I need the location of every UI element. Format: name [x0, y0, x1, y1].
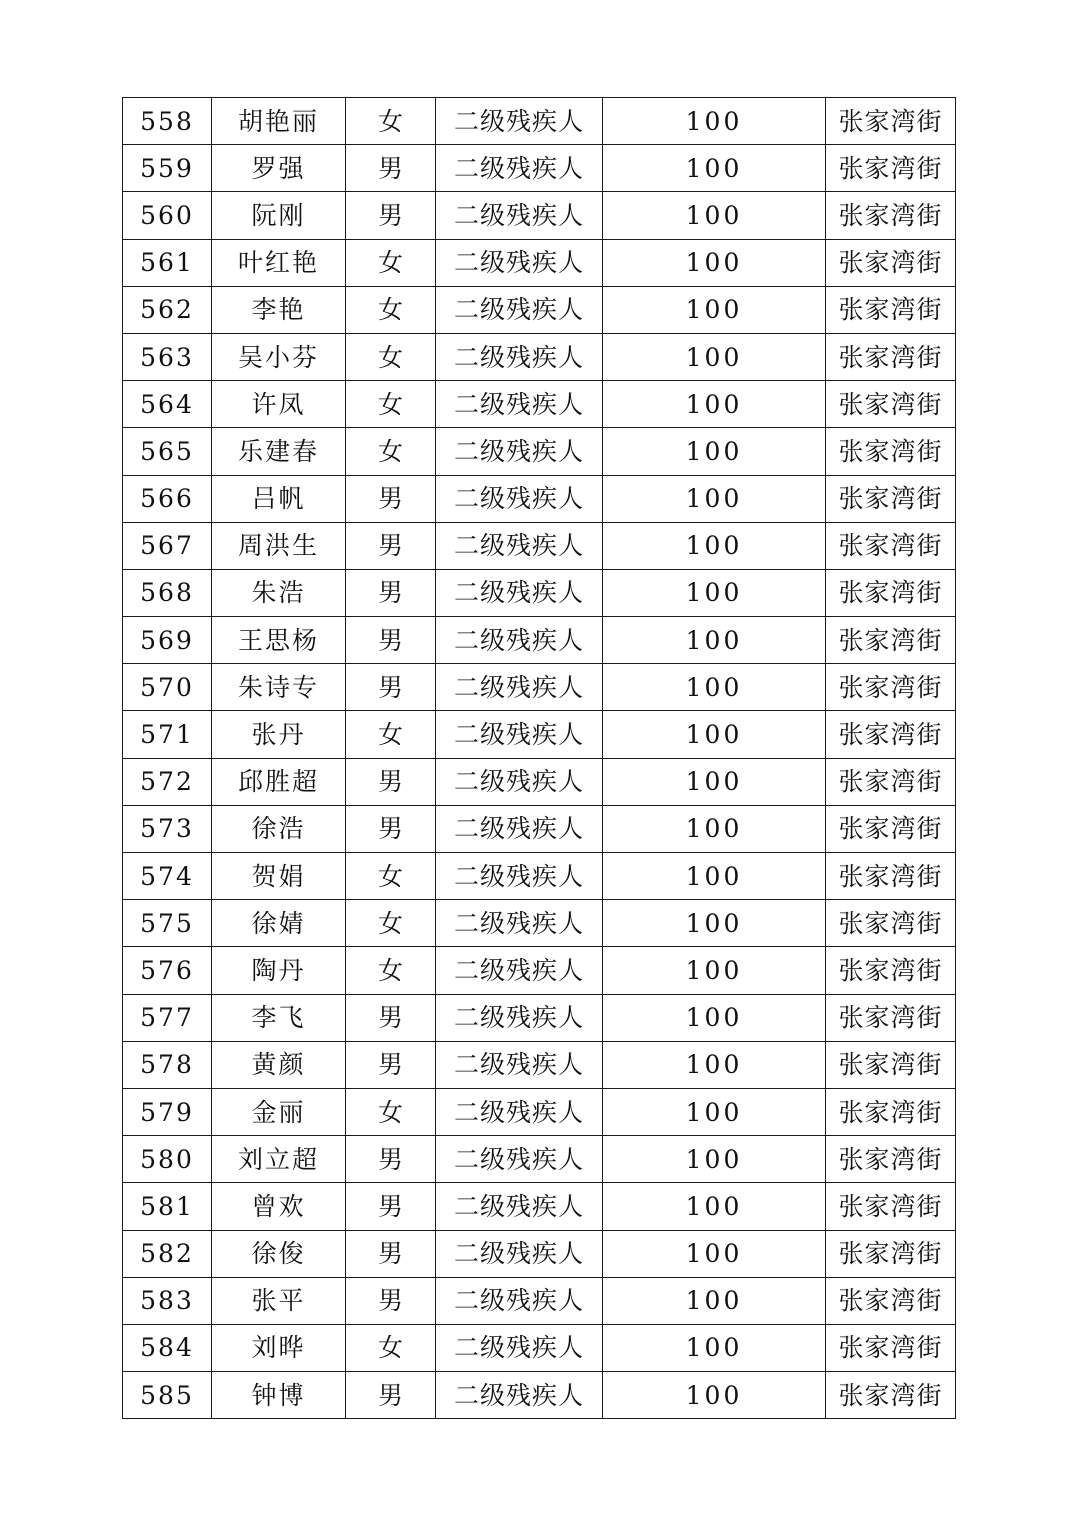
cell-amount: 100 — [603, 1088, 826, 1135]
cell-gender: 男 — [346, 475, 436, 522]
cell-amount: 100 — [603, 617, 826, 664]
cell-disability-level: 二级残疾人 — [436, 853, 603, 900]
cell-gender: 女 — [346, 947, 436, 994]
cell-gender: 男 — [346, 192, 436, 239]
table-row — [123, 286, 956, 333]
cell-gender: 男 — [346, 758, 436, 805]
cell-amount: 100 — [603, 98, 826, 145]
cell-number: 562 — [123, 286, 212, 333]
cell-number: 576 — [123, 947, 212, 994]
cell-amount: 100 — [603, 192, 826, 239]
cell-amount: 100 — [603, 522, 826, 569]
cell-number: 559 — [123, 145, 212, 192]
cell-gender: 男 — [346, 1230, 436, 1277]
cell-amount: 100 — [603, 994, 826, 1041]
cell-amount: 100 — [603, 1183, 826, 1230]
cell-street: 张家湾街 — [826, 1277, 956, 1324]
cell-disability-level: 二级残疾人 — [436, 900, 603, 947]
roster-table — [122, 97, 956, 1419]
table-row — [123, 1277, 956, 1324]
cell-name: 徐婧 — [212, 900, 346, 947]
cell-name: 刘立超 — [212, 1136, 346, 1183]
cell-amount: 100 — [603, 805, 826, 852]
cell-amount: 100 — [603, 1041, 826, 1088]
cell-amount: 100 — [603, 853, 826, 900]
table-row — [123, 333, 956, 380]
cell-street: 张家湾街 — [826, 1136, 956, 1183]
cell-disability-level: 二级残疾人 — [436, 1277, 603, 1324]
cell-name: 刘晔 — [212, 1324, 346, 1371]
cell-disability-level: 二级残疾人 — [436, 1136, 603, 1183]
cell-gender: 女 — [346, 98, 436, 145]
cell-amount: 100 — [603, 428, 826, 475]
cell-gender: 女 — [346, 381, 436, 428]
cell-amount: 100 — [603, 711, 826, 758]
cell-amount: 100 — [603, 1230, 826, 1277]
cell-amount: 100 — [603, 569, 826, 616]
table-row — [123, 1088, 956, 1135]
cell-street: 张家湾街 — [826, 428, 956, 475]
cell-gender: 女 — [346, 239, 436, 286]
cell-name: 许凤 — [212, 381, 346, 428]
table-row — [123, 239, 956, 286]
table-row — [123, 1372, 956, 1419]
cell-street: 张家湾街 — [826, 192, 956, 239]
cell-gender: 男 — [346, 664, 436, 711]
cell-disability-level: 二级残疾人 — [436, 333, 603, 380]
cell-number: 575 — [123, 900, 212, 947]
cell-name: 徐浩 — [212, 805, 346, 852]
cell-name: 吕帆 — [212, 475, 346, 522]
cell-disability-level: 二级残疾人 — [436, 381, 603, 428]
cell-gender: 男 — [346, 1183, 436, 1230]
cell-street: 张家湾街 — [826, 758, 956, 805]
table-row — [123, 1230, 956, 1277]
cell-disability-level: 二级残疾人 — [436, 286, 603, 333]
cell-gender: 女 — [346, 900, 436, 947]
cell-number: 569 — [123, 617, 212, 664]
cell-street: 张家湾街 — [826, 381, 956, 428]
cell-number: 579 — [123, 1088, 212, 1135]
cell-name: 李飞 — [212, 994, 346, 1041]
cell-number: 583 — [123, 1277, 212, 1324]
cell-amount: 100 — [603, 475, 826, 522]
cell-number: 572 — [123, 758, 212, 805]
cell-name: 叶红艳 — [212, 239, 346, 286]
cell-number: 567 — [123, 522, 212, 569]
cell-gender: 男 — [346, 1136, 436, 1183]
cell-amount: 100 — [603, 145, 826, 192]
cell-number: 565 — [123, 428, 212, 475]
cell-name: 乐建春 — [212, 428, 346, 475]
cell-name: 金丽 — [212, 1088, 346, 1135]
table-row — [123, 947, 956, 994]
cell-gender: 女 — [346, 853, 436, 900]
cell-disability-level: 二级残疾人 — [436, 711, 603, 758]
cell-street: 张家湾街 — [826, 569, 956, 616]
cell-disability-level: 二级残疾人 — [436, 1088, 603, 1135]
cell-disability-level: 二级残疾人 — [436, 1183, 603, 1230]
cell-disability-level: 二级残疾人 — [436, 1230, 603, 1277]
cell-disability-level: 二级残疾人 — [436, 1041, 603, 1088]
cell-name: 黄颜 — [212, 1041, 346, 1088]
cell-number: 571 — [123, 711, 212, 758]
cell-gender: 男 — [346, 569, 436, 616]
cell-amount: 100 — [603, 1277, 826, 1324]
cell-disability-level: 二级残疾人 — [436, 1324, 603, 1371]
table-row — [123, 711, 956, 758]
table-row — [123, 900, 956, 947]
cell-street: 张家湾街 — [826, 994, 956, 1041]
cell-gender: 男 — [346, 1372, 436, 1419]
cell-name: 吴小芬 — [212, 333, 346, 380]
cell-gender: 女 — [346, 428, 436, 475]
cell-amount: 100 — [603, 1324, 826, 1371]
cell-street: 张家湾街 — [826, 664, 956, 711]
cell-number: 581 — [123, 1183, 212, 1230]
cell-disability-level: 二级残疾人 — [436, 994, 603, 1041]
table-row — [123, 1041, 956, 1088]
cell-disability-level: 二级残疾人 — [436, 1372, 603, 1419]
cell-gender: 女 — [346, 1324, 436, 1371]
cell-street: 张家湾街 — [826, 333, 956, 380]
cell-disability-level: 二级残疾人 — [436, 947, 603, 994]
cell-name: 贺娟 — [212, 853, 346, 900]
cell-number: 564 — [123, 381, 212, 428]
cell-amount: 100 — [603, 333, 826, 380]
cell-number: 582 — [123, 1230, 212, 1277]
cell-street: 张家湾街 — [826, 475, 956, 522]
table-row — [123, 1183, 956, 1230]
table-row — [123, 758, 956, 805]
cell-street: 张家湾街 — [826, 286, 956, 333]
cell-street: 张家湾街 — [826, 1372, 956, 1419]
cell-number: 585 — [123, 1372, 212, 1419]
cell-gender: 男 — [346, 617, 436, 664]
cell-name: 张丹 — [212, 711, 346, 758]
cell-street: 张家湾街 — [826, 617, 956, 664]
cell-amount: 100 — [603, 664, 826, 711]
cell-number: 574 — [123, 853, 212, 900]
cell-amount: 100 — [603, 947, 826, 994]
cell-number: 568 — [123, 569, 212, 616]
cell-number: 563 — [123, 333, 212, 380]
cell-name: 徐俊 — [212, 1230, 346, 1277]
cell-disability-level: 二级残疾人 — [436, 805, 603, 852]
table-row — [123, 853, 956, 900]
cell-number: 566 — [123, 475, 212, 522]
cell-name: 阮刚 — [212, 192, 346, 239]
cell-disability-level: 二级残疾人 — [436, 617, 603, 664]
cell-disability-level: 二级残疾人 — [436, 145, 603, 192]
cell-disability-level: 二级残疾人 — [436, 192, 603, 239]
cell-number: 560 — [123, 192, 212, 239]
cell-gender: 男 — [346, 522, 436, 569]
cell-gender: 女 — [346, 286, 436, 333]
cell-amount: 100 — [603, 1136, 826, 1183]
cell-street: 张家湾街 — [826, 1230, 956, 1277]
table-row — [123, 522, 956, 569]
cell-amount: 100 — [603, 239, 826, 286]
table-row — [123, 994, 956, 1041]
cell-name: 陶丹 — [212, 947, 346, 994]
cell-number: 573 — [123, 805, 212, 852]
cell-name: 邱胜超 — [212, 758, 346, 805]
cell-gender: 女 — [346, 333, 436, 380]
cell-disability-level: 二级残疾人 — [436, 758, 603, 805]
cell-street: 张家湾街 — [826, 711, 956, 758]
cell-gender: 男 — [346, 805, 436, 852]
cell-street: 张家湾街 — [826, 145, 956, 192]
cell-street: 张家湾街 — [826, 900, 956, 947]
table-row — [123, 569, 956, 616]
cell-disability-level: 二级残疾人 — [436, 522, 603, 569]
cell-number: 580 — [123, 1136, 212, 1183]
cell-street: 张家湾街 — [826, 522, 956, 569]
cell-disability-level: 二级残疾人 — [436, 239, 603, 286]
cell-disability-level: 二级残疾人 — [436, 98, 603, 145]
cell-street: 张家湾街 — [826, 239, 956, 286]
cell-gender: 男 — [346, 145, 436, 192]
cell-street: 张家湾街 — [826, 1088, 956, 1135]
cell-name: 钟博 — [212, 1372, 346, 1419]
cell-gender: 男 — [346, 1277, 436, 1324]
cell-name: 李艳 — [212, 286, 346, 333]
table-row — [123, 1324, 956, 1371]
cell-number: 558 — [123, 98, 212, 145]
cell-gender: 女 — [346, 1088, 436, 1135]
cell-street: 张家湾街 — [826, 1324, 956, 1371]
cell-street: 张家湾街 — [826, 947, 956, 994]
cell-gender: 男 — [346, 1041, 436, 1088]
table-row — [123, 664, 956, 711]
table-row — [123, 145, 956, 192]
cell-name: 朱诗专 — [212, 664, 346, 711]
cell-disability-level: 二级残疾人 — [436, 475, 603, 522]
roster-table-body — [123, 98, 956, 1419]
table-row — [123, 617, 956, 664]
cell-disability-level: 二级残疾人 — [436, 428, 603, 475]
cell-amount: 100 — [603, 1372, 826, 1419]
table-row — [123, 98, 956, 145]
cell-amount: 100 — [603, 286, 826, 333]
cell-name: 张平 — [212, 1277, 346, 1324]
cell-street: 张家湾街 — [826, 805, 956, 852]
table-row — [123, 1136, 956, 1183]
table-row — [123, 428, 956, 475]
table-row — [123, 381, 956, 428]
cell-disability-level: 二级残疾人 — [436, 664, 603, 711]
cell-number: 578 — [123, 1041, 212, 1088]
cell-street: 张家湾街 — [826, 1041, 956, 1088]
cell-number: 561 — [123, 239, 212, 286]
cell-name: 周洪生 — [212, 522, 346, 569]
cell-name: 曾欢 — [212, 1183, 346, 1230]
cell-amount: 100 — [603, 900, 826, 947]
table-row — [123, 805, 956, 852]
cell-name: 朱浩 — [212, 569, 346, 616]
cell-amount: 100 — [603, 758, 826, 805]
cell-number: 584 — [123, 1324, 212, 1371]
cell-name: 王思杨 — [212, 617, 346, 664]
cell-gender: 女 — [346, 711, 436, 758]
cell-name: 罗强 — [212, 145, 346, 192]
cell-number: 570 — [123, 664, 212, 711]
cell-disability-level: 二级残疾人 — [436, 569, 603, 616]
cell-gender: 男 — [346, 994, 436, 1041]
cell-street: 张家湾街 — [826, 98, 956, 145]
cell-name: 胡艳丽 — [212, 98, 346, 145]
cell-street: 张家湾街 — [826, 853, 956, 900]
cell-number: 577 — [123, 994, 212, 1041]
cell-amount: 100 — [603, 381, 826, 428]
table-row — [123, 192, 956, 239]
table-row — [123, 475, 956, 522]
cell-street: 张家湾街 — [826, 1183, 956, 1230]
